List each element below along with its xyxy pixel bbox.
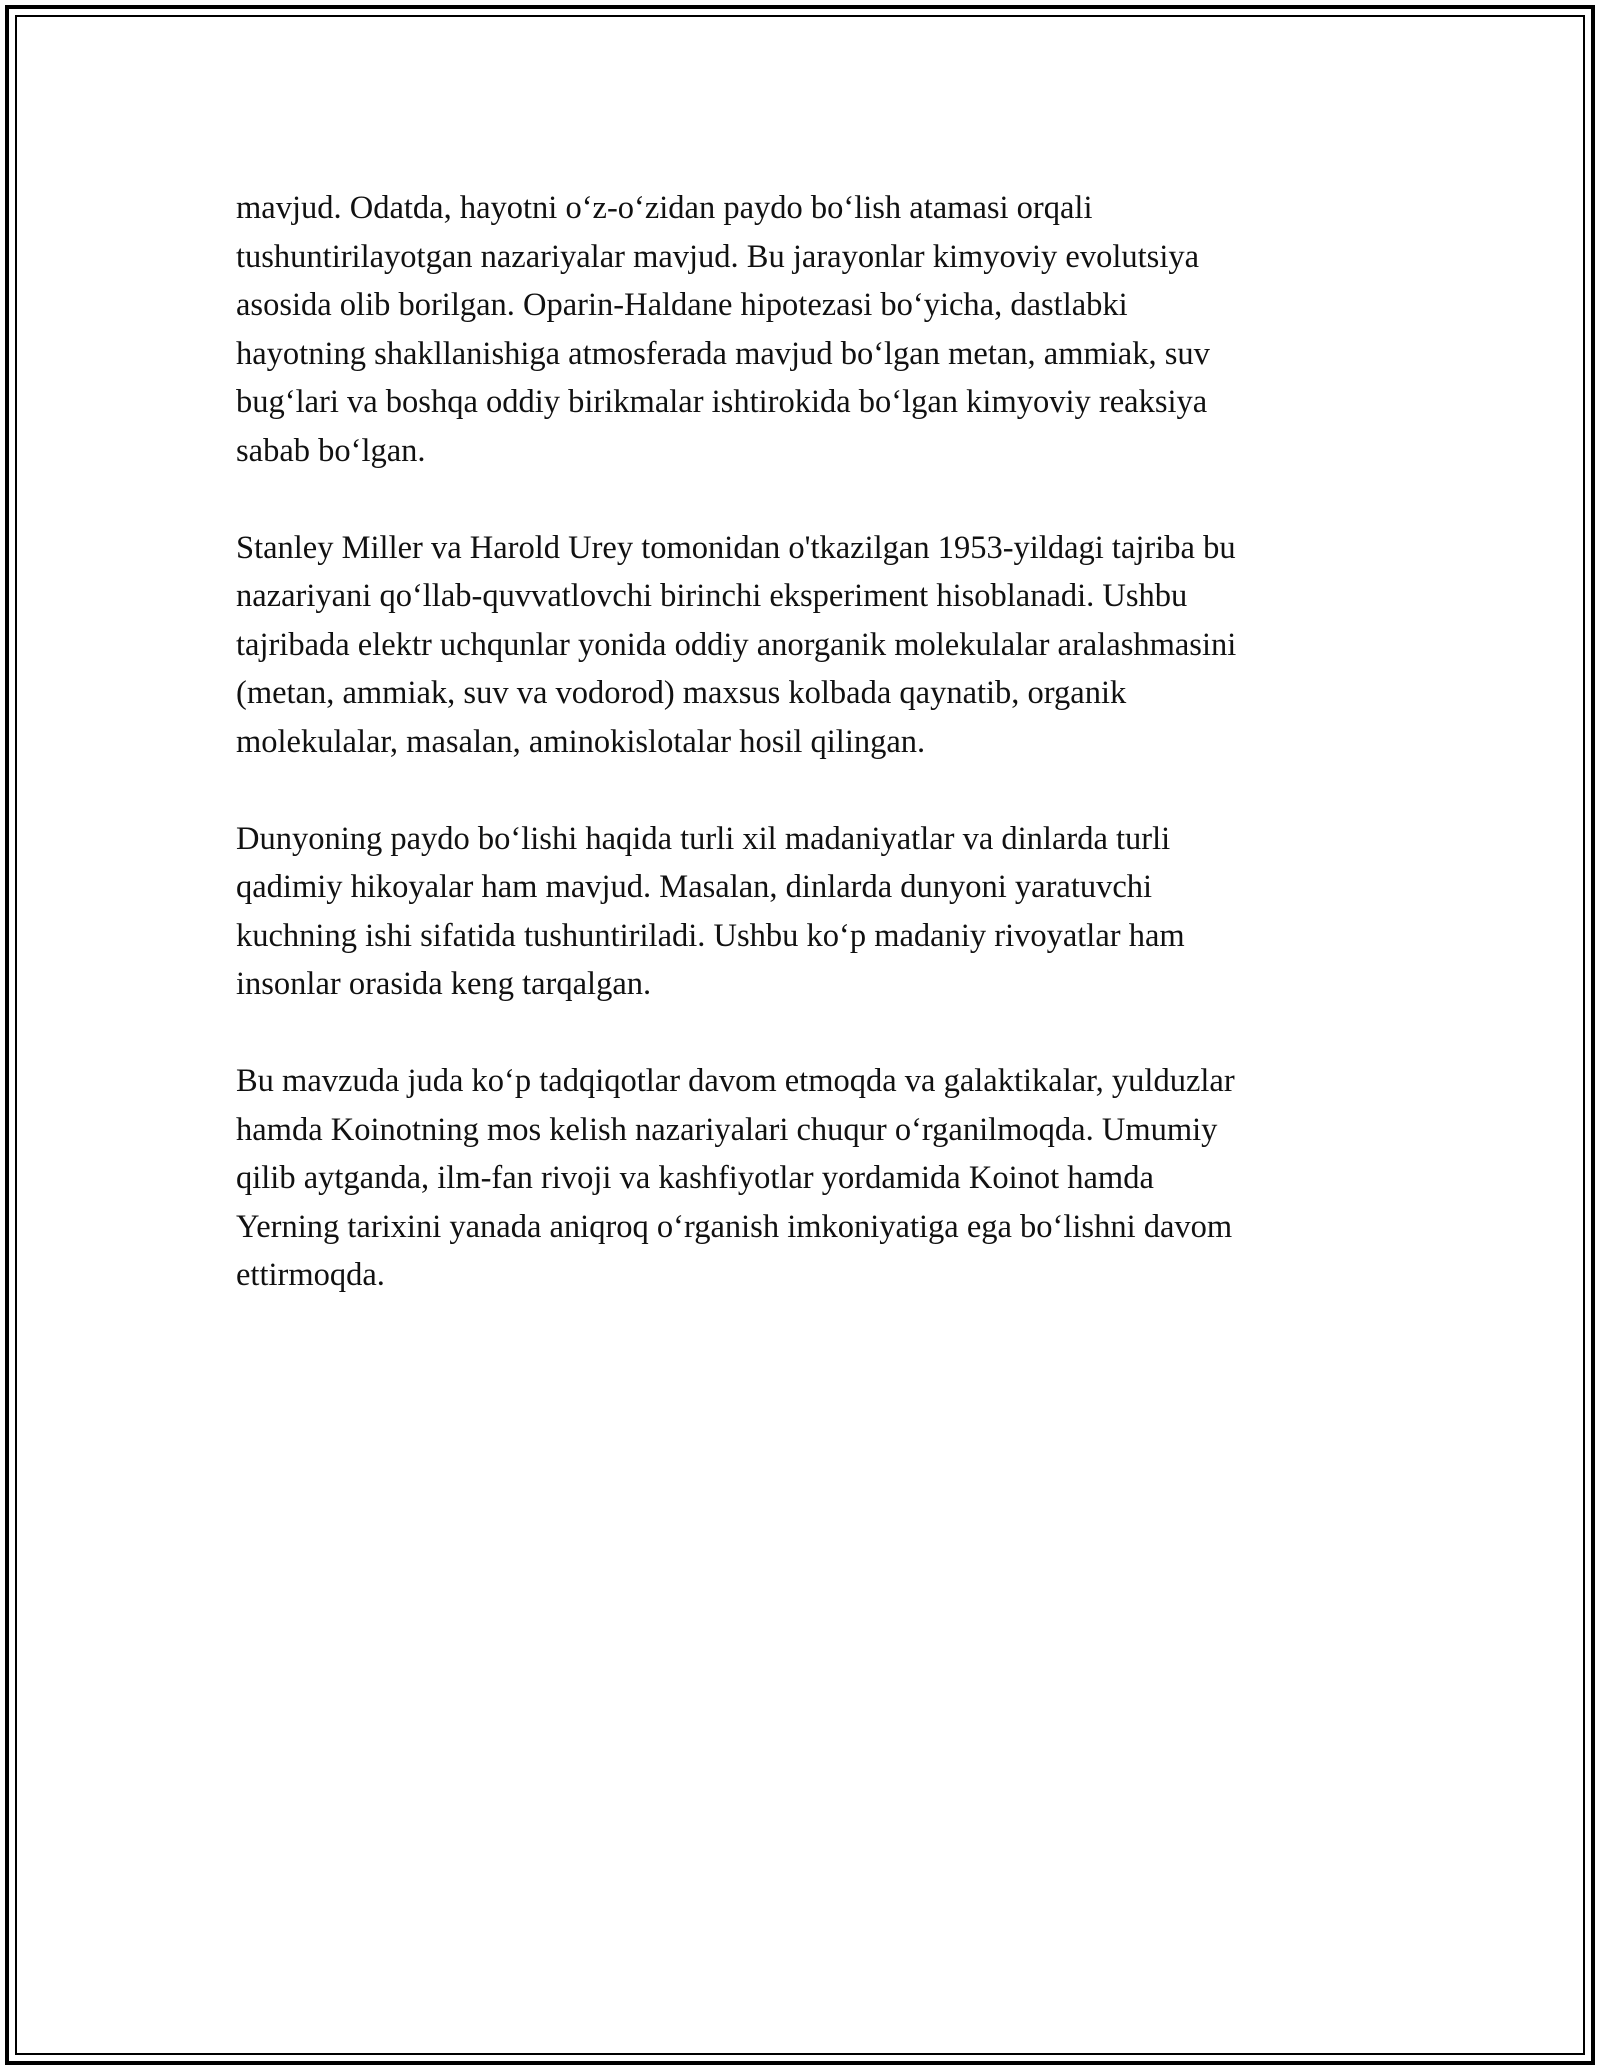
text-line: tajribada elektr uchqunlar yonida oddiy anorganik molekulalar aralashmasini [236,626,1237,663]
text-line: bug‘lari va boshqa oddiy birikmalar ishtirokida bo‘lgan kimyoviy reaksiya [236,384,1208,420]
paragraph-2 [236,524,1386,767]
text-line: Dunyoning paydo bo‘lishi haqida turli xil madaniyatlar va dinlarda turli [236,820,1171,857]
text-line: kuchning ishi sifatida tushuntiriladi. Ushbu ko‘p madaniy rivoyatlar ham [236,917,1185,954]
text-line: hayotning shakllanishiga atmosferada mavjud bo‘lgan metan, ammiak, suv [236,335,1210,372]
text-line: tushuntirilayotgan nazariyalar mavjud. Bu jarayonlar kimyoviy evolutsiya [236,238,1200,275]
document-body [236,184,1386,1348]
text-line: Bu mavzuda juda ko‘p tadqiqotlar davom etmoqda va galaktikalar, yulduzlar [236,1063,1235,1099]
text-line: molekulalar, masalan, aminokislotalar hosil qilingan. [236,723,926,760]
text-line: qilib aytganda, ilm-fan rivoji va kashfiyotlar yordamida Koinot hamda [236,1160,1154,1196]
paragraph-4 [236,1057,1386,1300]
text-line: insonlar orasida keng tarqalgan. [236,966,652,1002]
text-line: sabab bo‘lgan. [236,432,426,469]
text-line: hamda Koinotning mos kelish nazariyalari chuqur o‘rganilmoqda. Umumiy [236,1111,1218,1148]
paragraph-1 [236,184,1386,475]
text-line: (metan, ammiak, suv va vodorod) maxsus kolbada qaynatib, organik [236,675,1127,711]
text-line: Yerning tarixini yanada aniqroq o‘rganish imkoniyatiga ega bo‘lishni davom [236,1208,1233,1245]
text-line: ettirmoqda. [236,1257,385,1293]
paragraph-3 [236,815,1386,1009]
text-line: Stanley Miller va Harold Urey tomonidan o'tkazilgan 1953-yildagi tajriba bu [236,529,1236,566]
text-line: mavjud. Odatda, hayotni o‘z-o‘zidan paydo bo‘lish atamasi orqali [236,190,1093,226]
text-line: qadimiy hikoyalar ham mavjud. Masalan, dinlarda dunyoni yaratuvchi [236,869,1153,905]
text-line: asosida olib borilgan. Oparin-Haldane hipotezasi bo‘yicha, dastlabki [236,287,1128,323]
text-line: nazariyani qo‘llab-quvvatlovchi birinchi eksperiment hisoblanadi. Ushbu [236,578,1188,614]
